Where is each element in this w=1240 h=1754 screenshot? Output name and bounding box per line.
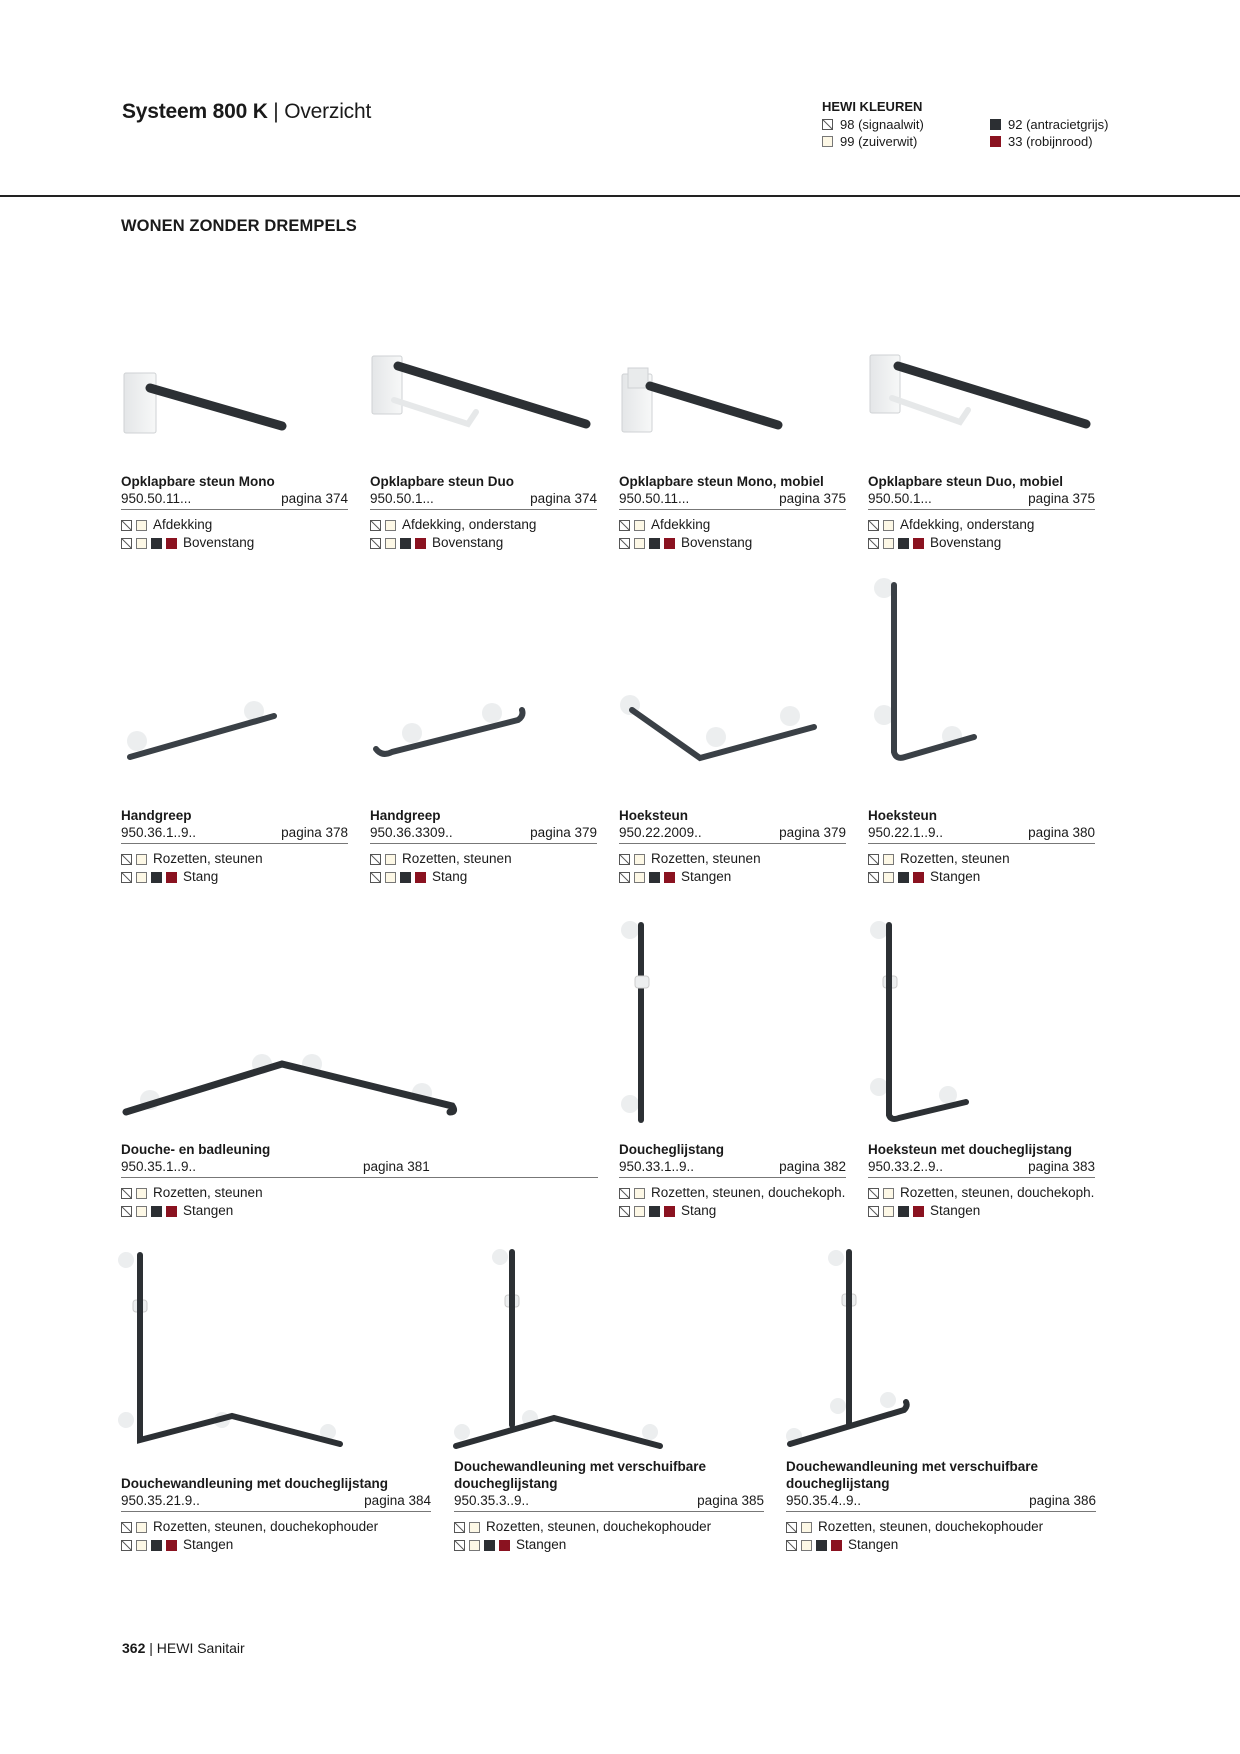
swatch-98-icon (619, 538, 630, 549)
page-footer (122, 1640, 245, 1656)
footer-brand: HEWI Sanitair (156, 1640, 245, 1656)
product-name: Opklapbare steun Mono, mobiel (619, 474, 824, 489)
option-row-1 (619, 516, 846, 534)
swatch-99-icon (634, 872, 645, 883)
swatch-98-icon (121, 854, 132, 865)
product-card (121, 473, 348, 552)
swatch-99-icon (136, 854, 147, 865)
option-label: Bovenstang (432, 535, 504, 550)
swatch-99-icon (822, 136, 833, 147)
product-page[interactable]: pagina 386 (1029, 1493, 1096, 1508)
product-card (121, 1141, 598, 1220)
option-label: Rozetten, steunen (900, 851, 1010, 866)
option-label: Bovenstang (930, 535, 1002, 550)
product-page[interactable]: pagina 378 (281, 825, 348, 840)
page-number: 362 (122, 1640, 146, 1656)
swatch-92-icon (151, 538, 162, 549)
swatch-98-icon (619, 520, 630, 531)
option-row-2 (370, 534, 597, 552)
product-image-4 (870, 355, 1086, 424)
legend-label: 92 (antracietgrijs) (1008, 117, 1109, 132)
product-code: 950.50.1... (868, 491, 932, 506)
swatch-98-icon (121, 538, 132, 549)
swatch-98-icon (121, 1522, 132, 1533)
swatch-92-icon (649, 1206, 660, 1217)
legend-item-99 (822, 133, 1002, 150)
product-card (786, 1458, 1096, 1554)
swatch-33-icon (415, 538, 426, 549)
swatch-99-icon (883, 1206, 894, 1217)
swatch-99-icon (634, 854, 645, 865)
option-row-2 (121, 1202, 598, 1220)
product-name: Hoeksteun met doucheglijstang (868, 1142, 1073, 1157)
product-name: Hoeksteun (619, 808, 689, 823)
swatch-33-icon (166, 1206, 177, 1217)
option-label: Bovenstang (183, 535, 255, 550)
product-image-2 (372, 356, 586, 424)
option-label: Afdekking (651, 517, 711, 532)
swatch-99-icon (883, 854, 894, 865)
swatch-99-icon (136, 1206, 147, 1217)
product-image-5 (127, 701, 274, 757)
option-row-1 (619, 1184, 846, 1202)
legend-label: 99 (zuiverwit) (840, 134, 918, 149)
swatch-92-icon (649, 872, 660, 883)
product-code-line (868, 1158, 1095, 1178)
product-card (868, 473, 1095, 552)
swatch-33-icon (990, 136, 1001, 147)
title-light: Overzicht (284, 100, 372, 123)
product-page[interactable]: pagina 382 (779, 1159, 846, 1174)
swatch-92-icon (990, 119, 1001, 130)
product-page[interactable]: pagina 379 (779, 825, 846, 840)
swatch-33-icon (664, 1206, 675, 1217)
product-card (619, 1141, 846, 1220)
product-code-line (619, 1158, 846, 1178)
swatch-33-icon (166, 872, 177, 883)
product-page[interactable]: pagina 380 (1028, 825, 1095, 840)
product-page[interactable]: pagina 385 (697, 1493, 764, 1508)
swatch-99-icon (385, 872, 396, 883)
swatch-99-icon (136, 1188, 147, 1199)
product-image-12 (118, 1252, 340, 1444)
product-name: Douchewandleuning met doucheglijstang (121, 1476, 389, 1491)
option-row-1 (121, 850, 348, 868)
swatch-98-icon (868, 1188, 879, 1199)
swatch-98-icon (370, 854, 381, 865)
option-label: Rozetten, steunen (402, 851, 512, 866)
product-name: Opklapbare steun Mono (121, 474, 275, 489)
option-row-1 (868, 850, 1095, 868)
swatch-33-icon (499, 1540, 510, 1551)
product-card (370, 807, 597, 886)
swatch-92-icon (400, 872, 411, 883)
option-row-2 (868, 534, 1095, 552)
swatch-99-icon (634, 520, 645, 531)
swatch-98-icon (619, 1206, 630, 1217)
option-row-2 (619, 1202, 846, 1220)
option-row-2 (121, 1536, 431, 1554)
option-label: Stangen (183, 1537, 234, 1552)
swatch-99-icon (136, 538, 147, 549)
swatch-99-icon (801, 1522, 812, 1533)
product-code: 950.35.4..9.. (786, 1493, 862, 1508)
option-label: Bovenstang (681, 535, 753, 550)
product-image-9 (126, 1054, 454, 1112)
swatch-92-icon (151, 1540, 162, 1551)
option-label: Afdekking, onderstang (900, 517, 1035, 532)
swatch-98-icon (868, 520, 879, 531)
product-page[interactable]: pagina 379 (530, 825, 597, 840)
option-row-1 (121, 1518, 431, 1536)
product-code: 950.36.1..9.. (121, 825, 197, 840)
swatch-98-icon (619, 872, 630, 883)
swatch-99-icon (883, 872, 894, 883)
swatch-99-icon (469, 1540, 480, 1551)
product-image-3 (622, 368, 778, 432)
product-image-8 (874, 578, 974, 758)
product-card (454, 1458, 764, 1554)
title-separator: | (267, 100, 285, 123)
swatch-98-icon (121, 520, 132, 531)
color-legend (822, 98, 1109, 149)
product-code: 950.35.1..9.. (121, 1159, 197, 1174)
product-name: Douchewandleuning met verschuifbare doucheglijstang (786, 1459, 1039, 1491)
swatch-98-icon (868, 872, 879, 883)
swatch-98-icon (121, 1206, 132, 1217)
swatch-92-icon (898, 872, 909, 883)
product-code: 950.50.11... (619, 491, 690, 506)
swatch-98-icon (786, 1522, 797, 1533)
product-page[interactable]: pagina 381 (363, 1159, 430, 1174)
product-card (868, 1141, 1095, 1220)
swatch-99-icon (469, 1522, 480, 1533)
product-code-line (454, 1492, 764, 1512)
swatch-98-icon (454, 1540, 465, 1551)
product-code-line (370, 824, 597, 844)
product-name: Handgreep (121, 808, 192, 823)
swatch-92-icon (898, 1206, 909, 1217)
product-card (868, 807, 1095, 886)
swatch-99-icon (883, 538, 894, 549)
swatch-99-icon (136, 1540, 147, 1551)
product-image-10 (621, 921, 649, 1120)
swatch-98-icon (868, 1206, 879, 1217)
product-name: Douche- en badleuning (121, 1142, 271, 1157)
product-card (121, 1475, 431, 1554)
product-name: Doucheglijstang (619, 1142, 725, 1157)
option-row-1 (868, 516, 1095, 534)
product-name: Handgreep (370, 808, 441, 823)
swatch-98-icon (121, 1540, 132, 1551)
product-code: 950.50.11... (121, 491, 192, 506)
option-label: Rozetten, steunen (153, 1185, 263, 1200)
swatch-99-icon (883, 520, 894, 531)
option-label: Rozetten, steunen, douchekophouder (153, 1519, 379, 1534)
swatch-33-icon (664, 538, 675, 549)
option-label: Stangen (930, 1203, 981, 1218)
option-label: Stang (432, 869, 468, 884)
legend-item-98 (822, 116, 1002, 133)
swatch-99-icon (136, 872, 147, 883)
option-label: Stangen (183, 1203, 234, 1218)
option-row-2 (121, 868, 348, 886)
product-name: Douchewandleuning met verschuifbare doucheglijstang (454, 1459, 707, 1491)
option-row-1 (370, 516, 597, 534)
option-label: Rozetten, steunen, douchekoph. (900, 1185, 1095, 1200)
product-code-line (370, 490, 597, 510)
footer-separator: | (145, 1640, 157, 1656)
swatch-99-icon (136, 520, 147, 531)
product-code-line (121, 1492, 431, 1512)
product-page[interactable]: pagina 374 (530, 491, 597, 506)
option-label: Stang (183, 869, 219, 884)
product-card (619, 473, 846, 552)
option-row-2 (868, 868, 1095, 886)
product-page[interactable]: pagina 374 (281, 491, 348, 506)
swatch-33-icon (913, 1206, 924, 1217)
swatch-98-icon (822, 119, 833, 130)
option-label: Rozetten, steunen (651, 851, 761, 866)
swatch-99-icon (634, 1188, 645, 1199)
swatch-92-icon (816, 1540, 827, 1551)
swatch-92-icon (151, 872, 162, 883)
product-name: Hoeksteun (868, 808, 938, 823)
swatch-33-icon (913, 538, 924, 549)
option-row-1 (121, 516, 348, 534)
product-name: Opklapbare steun Duo, mobiel (868, 474, 1064, 489)
swatch-99-icon (385, 854, 396, 865)
swatch-98-icon (370, 872, 381, 883)
swatch-92-icon (649, 538, 660, 549)
swatch-98-icon (619, 854, 630, 865)
swatch-92-icon (898, 538, 909, 549)
option-row-2 (619, 868, 846, 886)
legend-label: 33 (robijnrood) (1008, 134, 1093, 149)
product-code: 950.33.1..9.. (619, 1159, 695, 1174)
swatch-99-icon (385, 520, 396, 531)
swatch-99-icon (634, 1206, 645, 1217)
product-code-line (868, 824, 1095, 844)
swatch-99-icon (801, 1540, 812, 1551)
product-page[interactable]: pagina 383 (1028, 1159, 1095, 1174)
swatch-92-icon (400, 538, 411, 549)
product-code: 950.35.3..9.. (454, 1493, 530, 1508)
swatch-99-icon (634, 538, 645, 549)
swatch-98-icon (121, 872, 132, 883)
swatch-99-icon (883, 1188, 894, 1199)
legend-item-33 (990, 133, 1170, 150)
product-image-11 (870, 921, 966, 1119)
product-name: Opklapbare steun Duo (370, 474, 515, 489)
swatch-92-icon (151, 1206, 162, 1217)
option-row-2 (454, 1536, 764, 1554)
product-code: 950.33.2..9.. (868, 1159, 944, 1174)
legend-item-92 (990, 116, 1170, 133)
option-label: Stangen (848, 1537, 899, 1552)
product-code-line (619, 824, 846, 844)
swatch-98-icon (619, 1188, 630, 1199)
product-code-line (121, 1158, 598, 1178)
option-label: Afdekking (153, 517, 213, 532)
product-code-line (121, 490, 348, 510)
option-label: Rozetten, steunen, douchekoph. (651, 1185, 846, 1200)
option-label: Rozetten, steunen, douchekophouder (818, 1519, 1044, 1534)
legend-label: 98 (signaalwit) (840, 117, 924, 132)
option-row-1 (121, 1184, 598, 1202)
swatch-98-icon (454, 1522, 465, 1533)
swatch-33-icon (664, 872, 675, 883)
option-label: Stang (681, 1203, 717, 1218)
option-row-1 (619, 850, 846, 868)
product-card (370, 473, 597, 552)
product-card (121, 807, 348, 886)
page-title (122, 100, 371, 124)
product-image-7 (620, 695, 814, 758)
swatch-98-icon (868, 854, 879, 865)
swatch-98-icon (370, 538, 381, 549)
product-card (619, 807, 846, 886)
product-page[interactable]: pagina 375 (779, 491, 846, 506)
product-page[interactable]: pagina 384 (364, 1493, 431, 1508)
swatch-98-icon (786, 1540, 797, 1551)
swatch-33-icon (831, 1540, 842, 1551)
option-row-2 (370, 868, 597, 886)
swatch-98-icon (121, 1188, 132, 1199)
option-label: Stangen (930, 869, 981, 884)
option-row-1 (454, 1518, 764, 1536)
swatch-92-icon (484, 1540, 495, 1551)
product-code: 950.35.21.9.. (121, 1493, 200, 1508)
option-label: Stangen (516, 1537, 567, 1552)
option-label: Rozetten, steunen, douchekophouder (486, 1519, 712, 1534)
option-label: Afdekking, onderstang (402, 517, 537, 532)
title-bold: Systeem 800 K (122, 100, 268, 123)
option-row-2 (121, 534, 348, 552)
swatch-98-icon (370, 520, 381, 531)
swatch-98-icon (868, 538, 879, 549)
swatch-33-icon (913, 872, 924, 883)
product-image-6 (376, 703, 523, 754)
option-row-2 (786, 1536, 1096, 1554)
product-code: 950.22.2009.. (619, 825, 702, 840)
section-title: WONEN ZONDER DREMPELS (121, 217, 357, 235)
product-image-13 (454, 1249, 660, 1446)
option-label: Rozetten, steunen (153, 851, 263, 866)
product-code-line (121, 824, 348, 844)
product-code: 950.50.1... (370, 491, 434, 506)
product-page[interactable]: pagina 375 (1028, 491, 1095, 506)
option-row-1 (786, 1518, 1096, 1536)
option-label: Stangen (681, 869, 732, 884)
option-row-2 (619, 534, 846, 552)
swatch-33-icon (166, 538, 177, 549)
product-code-line (868, 490, 1095, 510)
product-code-line (619, 490, 846, 510)
legend-heading: HEWI KLEUREN (822, 99, 923, 114)
product-code: 950.36.3309.. (370, 825, 453, 840)
header-divider (0, 195, 1240, 197)
option-row-1 (370, 850, 597, 868)
swatch-33-icon (415, 872, 426, 883)
option-row-2 (868, 1202, 1095, 1220)
option-row-1 (868, 1184, 1095, 1202)
product-image-14 (786, 1250, 907, 1444)
swatch-33-icon (166, 1540, 177, 1551)
swatch-99-icon (385, 538, 396, 549)
product-code: 950.22.1..9.. (868, 825, 944, 840)
product-code-line (786, 1492, 1096, 1512)
product-image-1 (124, 373, 282, 433)
swatch-99-icon (136, 1522, 147, 1533)
